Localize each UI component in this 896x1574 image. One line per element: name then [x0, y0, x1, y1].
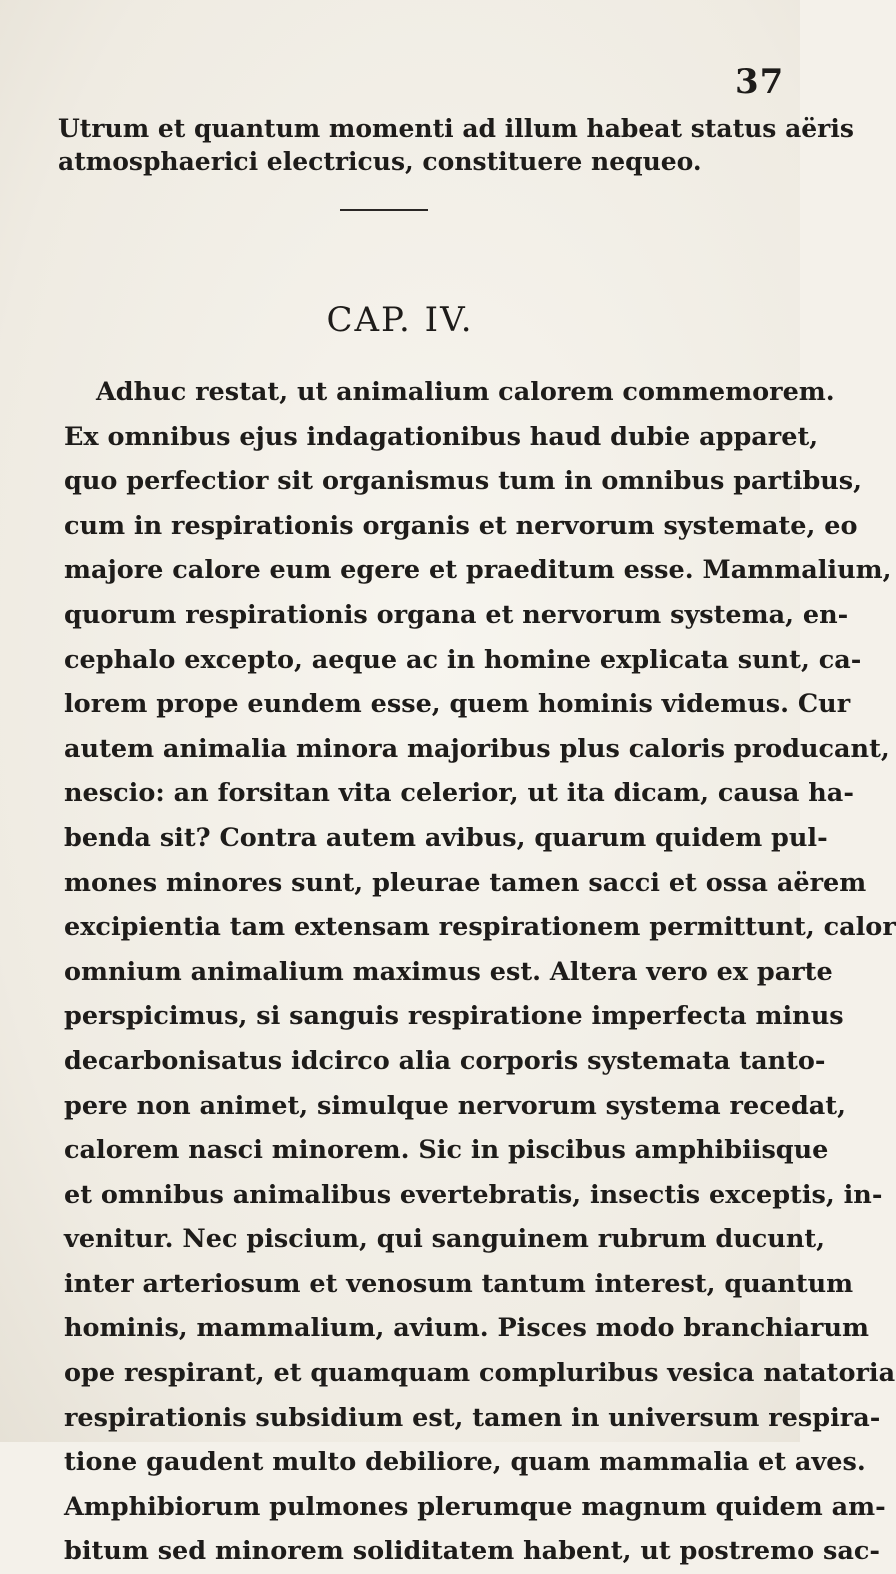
body-paragraph: [64, 370, 896, 1574]
body-line: Amphibiorum pulmones plerumque magnum quidem am-: [64, 1491, 886, 1522]
section-divider: [340, 209, 428, 211]
body-line: perspicimus, si sanguis respiratione imperfecta minus: [64, 1001, 844, 1032]
body-line: benda sit? Contra autem avibus, quarum quidem pul-: [64, 822, 828, 853]
body-line: et omnibus animalibus evertebratis, insectis exceptis, in-: [64, 1179, 883, 1210]
body-line: cephalo excepto, aeque ac in homine explicata sunt, ca-: [64, 644, 862, 675]
body-line: omnium animalium maximus est. Altera vero ex parte: [64, 956, 833, 987]
intro-line: atmosphaerici electricus, constituere nequeo.: [58, 147, 702, 176]
body-line: pere non animet, simulque nervorum systema recedat,: [64, 1090, 846, 1121]
body-line: quo perfectior sit organismus tum in omnibus partibus,: [64, 466, 863, 497]
body-line: cum in respirationis organis et nervorum systemate, eo: [64, 510, 858, 541]
page-number: 37: [735, 62, 785, 102]
body-line: calorem nasci minorem. Sic in piscibus amphibiisque: [64, 1135, 829, 1166]
body-line: inter arteriosum et venosum tantum interest, quantum: [64, 1268, 854, 1299]
body-line: venitur. Nec piscium, qui sanguinem rubrum ducunt,: [64, 1224, 826, 1255]
intro-paragraph: [58, 112, 854, 178]
body-line: excipientia tam extensam respirationem permittunt, calor: [64, 912, 896, 943]
body-line: Ex omnibus ejus indagationibus haud dubie apparet,: [64, 421, 819, 452]
body-line: majore calore eum egere et praeditum esse. Mammalium,: [64, 555, 892, 586]
body-line: mones minores sunt, pleurae tamen sacci et ossa aërem: [64, 867, 867, 898]
body-line: lorem prope eundem esse, quem hominis videmus. Cur: [64, 689, 851, 720]
body-line: nescio: an forsitan vita celerior, ut ita dicam, causa ha-: [64, 778, 854, 809]
body-line: quorum respirationis organa et nervorum systema, en-: [64, 599, 849, 630]
intro-line: Utrum et quantum momenti ad illum habeat status aëris: [58, 114, 854, 143]
body-line: respirationis subsidium est, tamen in universum respira-: [64, 1402, 881, 1433]
body-line: hominis, mammalium, avium. Pisces modo branchiarum: [64, 1313, 869, 1344]
body-line: bitum sed minorem soliditatem habent, ut postremo sac-: [64, 1536, 881, 1567]
body-line: ope respirant, et quamquam compluribus vesica natatoria: [64, 1358, 896, 1389]
body-line: Adhuc restat, ut animalium calorem commemorem.: [96, 377, 835, 407]
body-line: autem animalia minora majoribus plus caloris producant,: [64, 733, 890, 764]
body-line: decarbonisatus idcirco alia corporis systemata tanto-: [64, 1045, 826, 1076]
body-line: tione gaudent multo debiliore, quam mammalia et aves.: [64, 1447, 866, 1478]
chapter-title: CAP. IV.: [326, 300, 474, 340]
